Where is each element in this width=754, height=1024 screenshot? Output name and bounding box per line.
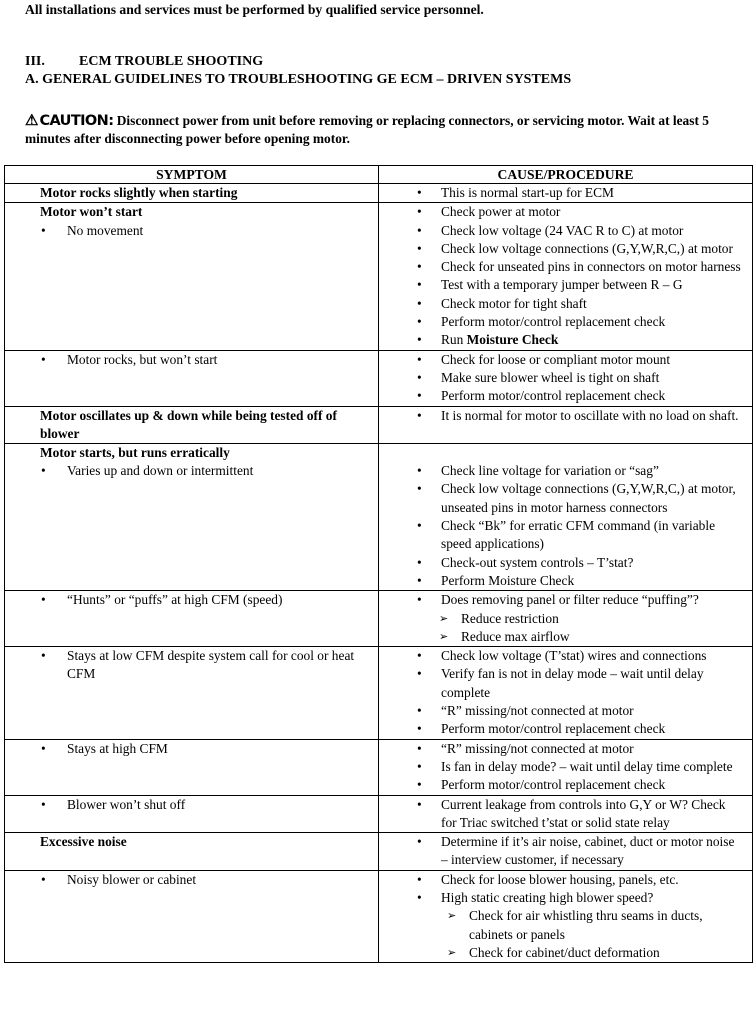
- cause-cell: [379, 647, 753, 739]
- service-personnel-notice: All installations and services must be performed by qualified service personnel.: [25, 2, 484, 17]
- cause-item: • Perform motor/control replacement check: [379, 720, 752, 738]
- symptom-cell: [5, 647, 379, 739]
- cause-cell: [379, 870, 753, 962]
- section-number: III.: [25, 54, 45, 69]
- symptom-title: Motor oscillates up & down while being tested off of blower: [40, 407, 337, 441]
- cell-spacer: [379, 444, 752, 462]
- subsection-heading: A. GENERAL GUIDELINES TO TROUBLESHOOTING GE ECM – DRIVEN SYSTEMS: [25, 72, 572, 87]
- symptom-cell: [5, 444, 379, 591]
- table-row: [5, 795, 753, 833]
- cause-cell: [379, 444, 753, 591]
- cause-item: • Check low voltage (T’stat) wires and connections: [379, 647, 752, 665]
- symptom-item: • Stays at high CFM: [5, 740, 378, 758]
- symptom-cell: [5, 203, 379, 350]
- symptom-item: • Varies up and down or intermittent: [5, 462, 378, 480]
- warning-triangle-icon: ⚠: [25, 113, 39, 129]
- symptom-cell: [5, 184, 379, 203]
- symptom-item: • No movement: [5, 222, 378, 240]
- cause-item: • Perform motor/control replacement check: [379, 313, 752, 331]
- cause-item: • Does removing panel or filter reduce “puffing”?: [379, 591, 752, 609]
- cause-subitem: ➢ Reduce restriction: [379, 610, 752, 628]
- symptom-cell: [5, 833, 379, 871]
- cause-item: • Check power at motor: [379, 203, 752, 221]
- cause-cell: [379, 184, 753, 203]
- moisture-check-emphasis: Moisture Check: [466, 332, 559, 348]
- cause-item: • “R” missing/not connected at motor: [379, 740, 752, 758]
- section-heading: [25, 53, 263, 70]
- symptom-cell: [5, 406, 379, 444]
- cause-item: • Perform motor/control replacement check: [379, 387, 752, 405]
- cause-item: • Is fan in delay mode? – wait until delay time complete: [379, 758, 752, 776]
- cause-cell: [379, 406, 753, 444]
- table-row: [5, 739, 753, 795]
- cause-item: • Check “Bk” for erratic CFM command (in variable speed applications): [379, 517, 752, 554]
- symptom-title: Motor won’t start: [40, 204, 143, 220]
- caution-notice: [25, 112, 745, 148]
- symptom-title: Motor starts, but runs erratically: [40, 445, 230, 461]
- symptom-header: SYMPTOM: [5, 166, 379, 184]
- cause-item: • Current leakage from controls into G,Y or W? Check for Triac switched t’stat or solid state relay: [379, 796, 752, 833]
- troubleshooting-table: [4, 165, 753, 963]
- cause-item: • This is normal start-up for ECM: [379, 184, 752, 202]
- symptom-cell: [5, 591, 379, 647]
- cause-item: • It is normal for motor to oscillate with no load on shaft.: [379, 407, 752, 425]
- cause-item: • Check-out system controls – T’stat?: [379, 554, 752, 572]
- table-row: [5, 444, 753, 591]
- cause-cell: [379, 591, 753, 647]
- cause-subitem: ➢ Check for air whistling thru seams in ducts, cabinets or panels: [379, 907, 752, 944]
- cause-cell: [379, 203, 753, 350]
- section-title: ECM TROUBLE SHOOTING: [79, 54, 264, 69]
- table-row: [5, 833, 753, 871]
- cause-cell: [379, 833, 753, 871]
- cause-item: • Perform motor/control replacement check: [379, 776, 752, 794]
- caution-text: Disconnect power from unit before removing or replacing connectors, or servicing motor. Wait at least 5 minutes after disconnecting power before opening motor.: [25, 113, 709, 146]
- cause-item: • Check for loose blower housing, panels, etc.: [379, 871, 752, 889]
- cause-item: • Verify fan is not in delay mode – wait until delay complete: [379, 665, 752, 702]
- cause-item: • Check motor for tight shaft: [379, 295, 752, 313]
- cause-item: • Check line voltage for variation or “sag”: [379, 462, 752, 480]
- symptom-title: Excessive noise: [40, 834, 127, 850]
- cause-item: • Check low voltage (24 VAC R to C) at motor: [379, 222, 752, 240]
- cause-item: • Test with a temporary jumper between R – G: [379, 276, 752, 294]
- cause-cell: [379, 350, 753, 406]
- cause-item-text: Run: [441, 332, 467, 348]
- cause-header: CAUSE/PROCEDURE: [379, 166, 753, 184]
- table-row: [5, 870, 753, 962]
- symptom-item: • Noisy blower or cabinet: [5, 871, 378, 889]
- symptom-cell: [5, 739, 379, 795]
- table-row: [5, 591, 753, 647]
- cause-item: • Check low voltage connections (G,Y,W,R,C,) at motor, unseated pins in motor harness connectors: [379, 480, 752, 517]
- symptom-title: Motor rocks slightly when starting: [40, 185, 238, 200]
- cause-cell: [379, 795, 753, 833]
- symptom-item: • Motor rocks, but won’t start: [5, 351, 378, 369]
- cause-cell: [379, 739, 753, 795]
- cause-item: • Determine if it’s air noise, cabinet, duct or motor noise – interview customer, if necessary: [379, 833, 752, 870]
- symptom-cell: [5, 870, 379, 962]
- symptom-item: • “Hunts” or “puffs” at high CFM (speed): [5, 591, 378, 609]
- table-row: [5, 350, 753, 406]
- cause-item: • Check low voltage connections (G,Y,W,R,C,) at motor: [379, 240, 752, 258]
- cause-subitem: ➢ Reduce max airflow: [379, 628, 752, 646]
- cause-item: • Perform Moisture Check: [379, 572, 752, 590]
- symptom-item: • Blower won’t shut off: [5, 796, 378, 814]
- cause-item: • Check for loose or compliant motor mount: [379, 351, 752, 369]
- symptom-item: • Stays at low CFM despite system call for cool or heat CFM: [5, 647, 378, 684]
- symptom-cell: [5, 795, 379, 833]
- table-row: [5, 203, 753, 350]
- cause-item: • Make sure blower wheel is tight on shaft: [379, 369, 752, 387]
- cause-item: • Check for unseated pins in connectors on motor harness: [379, 258, 752, 276]
- cause-subitem: ➢ Check for cabinet/duct deformation: [379, 944, 752, 962]
- table-row: [5, 406, 753, 444]
- cause-item: [379, 331, 752, 349]
- cause-item: • High static creating high blower speed?: [379, 889, 752, 907]
- symptom-cell: [5, 350, 379, 406]
- caution-label: CAUTION:: [39, 113, 114, 129]
- table-header-row: [5, 166, 753, 184]
- cause-item: • “R” missing/not connected at motor: [379, 702, 752, 720]
- table-row: [5, 647, 753, 739]
- table-row: [5, 184, 753, 203]
